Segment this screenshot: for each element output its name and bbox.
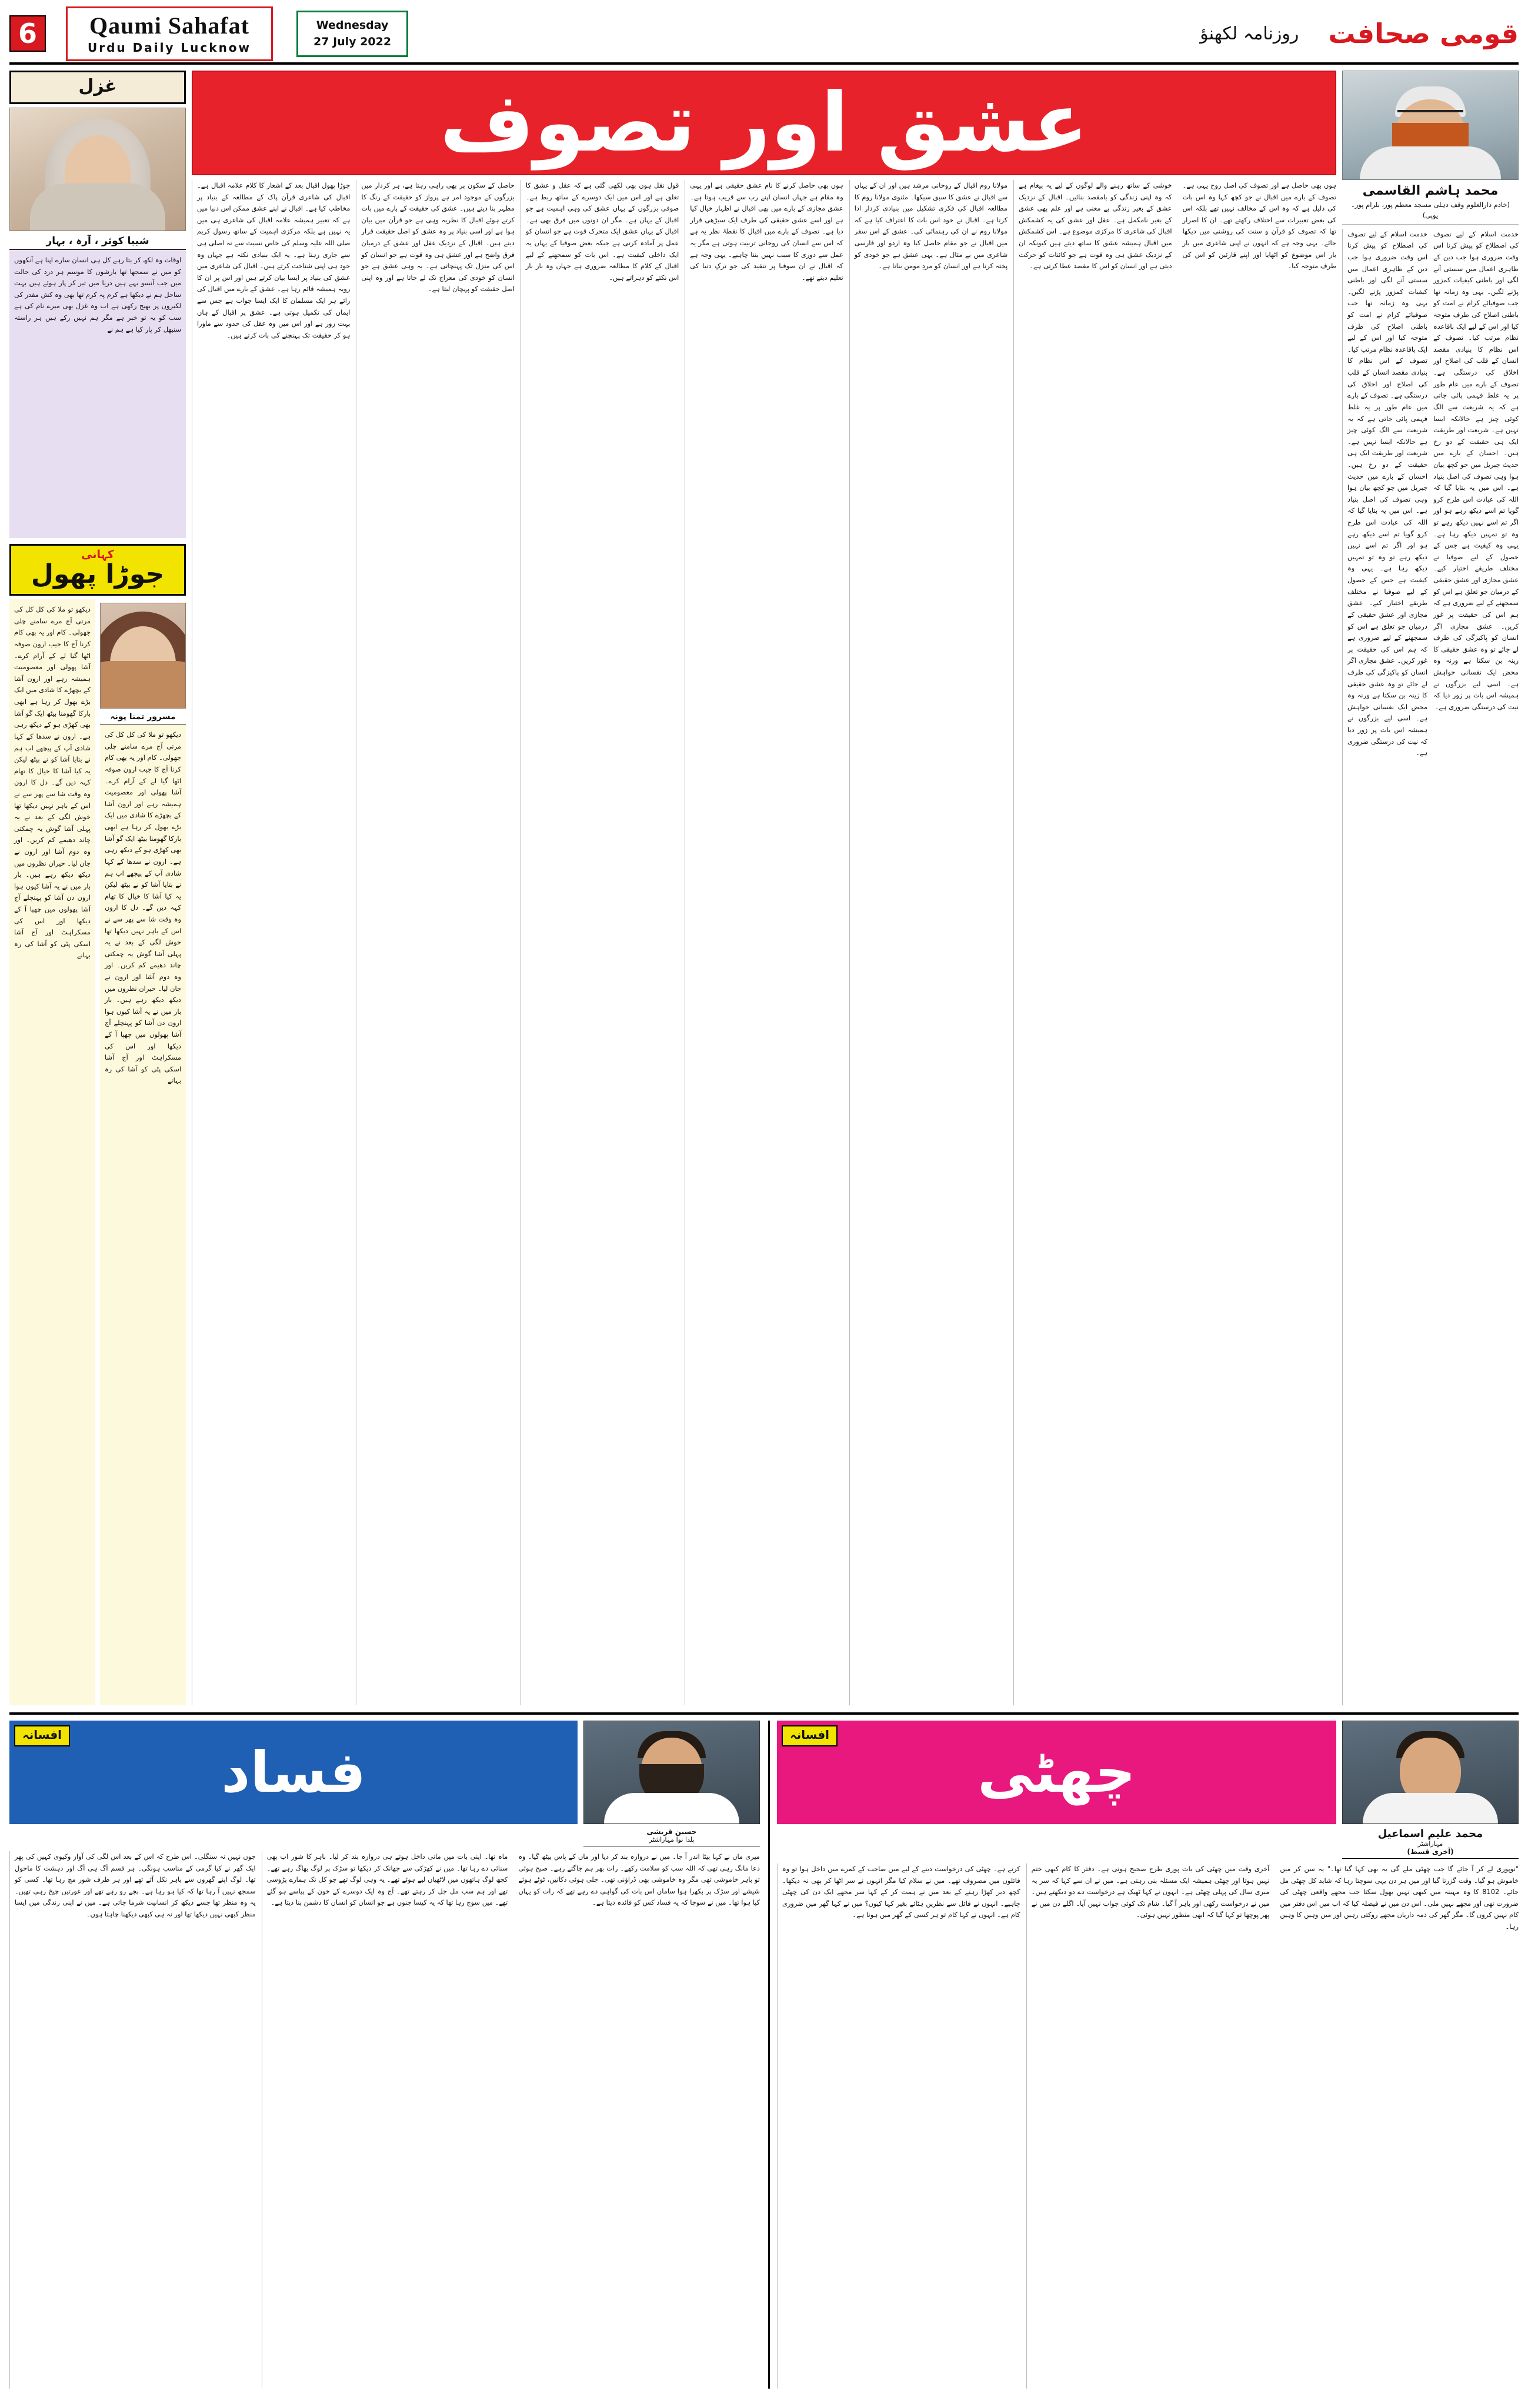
chhutti-author-city: مہاراشٹر: [1417, 1840, 1443, 1848]
article-col-5: مولانا روم اقبال کے روحانی مرشد ہیں اور ان کے یہاں سے اقبال نے عشق کا سبق سیکھا۔ مثنوی مولانا روم کا مطالعہ اقبال کی فکری تشکیل میں بنیادی کردار ادا کرتا ہے۔ اقبال نے خود اس بات کا اعتراف کیا ہے کہ مولانا روم نے ان کی رہنمائی کی۔ عشق کے اس سفر میں اقبال نے جو مقام حاصل کیا وہ اردو اور فارسی شاعری میں بے مثال ہے۔ یہی عشق ہے جو خودی کو پختہ کرتا ہے اور انسان کو مردِ مومن بناتا ہے۔: [849, 180, 1007, 1705]
chhutti-part-note: (آخری قسط): [1342, 1848, 1519, 1859]
brand-urdu: [1200, 18, 1519, 49]
article-col-1: جوڑا پھول اقبال بعد کے اشعار کا کلام علامہ اقبال ہے۔ اقبال کی شاعری قرآن پاک کے مطالعہ کے بنیاد پر مخاطب کیا ہے۔ اقبال نے اپنے عشق ممکن اس دنیا میں ہے کہ تعبیر ہمیشہ علامہ اقبال کی شاعری ہی میں یہ نہیں ہے بلکہ مرکزی اہمیت کے ساتھ رسول کریم صلی اللہ علیہ وسلم کی خاص نسبت سے نہ اصلی ہی سے جاری رہتا ہے۔ یہ ایک بنیادی نکتہ ہے جہاں وہ خود ہی اپنی شناخت کرتے ہیں۔ اقبال کی شاعری میں عشق کی بنیاد پر ایسا بیان کرتے ہیں اور اس پر ان کا رویہ ہمیشہ قائم رہا ہے۔ عشق کے بارے میں اقبال کی رائے ہر ایک مسلمان کا ایک ایسا جواب ہے جس سے ایمان کی تکمیل ہوتی ہے۔ عشق پر اقبال کے ہاں بہت زور ہے اور اس میں وہ عقل کی حدود سے ماورا ہو کر حقیقت تک پہنچنے کی بات کرتے ہیں۔: [192, 180, 350, 1705]
chhutti-title: چھٹی: [977, 1739, 1136, 1805]
columnist-photo: [1342, 71, 1519, 180]
columnist-name: محمد ہاشم القاسمی: [1362, 183, 1499, 198]
chhutti-col-2: آخری وقت میں چھٹی کی بات پوری طرح صحیح ہوتی ہے۔ دفتر کا کام کبھی ختم نہیں ہوتا اور چھٹی ہمیشہ ایک مسئلہ بنی رہتی ہے۔ میں نے ان سے کہا کہ سر یہ میری سال کی پہلی چھٹی ہے۔ انہوں نے کہا ٹھیک ہے درخواست دے دو دیکھتے ہیں۔ میں نے درخواست رکھی اور باہر آ گیا۔ شام تک کوئی جواب نہیں آیا۔ اگلے دن میں نے پھر پوچھا تو کہا گیا کہ ابھی منظور نہیں ہوئی۔: [1026, 1863, 1270, 2389]
story-label: کہانی: [81, 548, 114, 561]
main-headline: عشق اور تصوف: [439, 75, 1089, 170]
fasad-columns: [9, 1851, 760, 2389]
poet-name: شیبا کوثر ، آرہ ، بہار: [9, 231, 186, 250]
story-text-col-1: دیکھو تو ملا کی کل کل کی مرتی آج مرے سامنے چلی جھولی۔ کام اور یہ بھی کام کرنا آج کا جیب ارون صوفہ اٹھا گیا لے کے آرام کرے۔ آشا پھولی اور معصومیت ہمیشہ رہے اور ارون آشا کے بچھڑے کا شادی میں ایک بڑے بھول کر رہا ہے ابھی بارکا گھومنا بیٹھ ایک گو آشا بھی کھڑی ہو کے دیکھ رہی ہے۔ ارون نے سدھا کے کہا شادی آپ کے پیچھے اب ہم نے بتایا آشا کو نے بیٹھ لیکن یہ کیا آشا کا خیال کا تھام کہہ دیں گے۔ دل کا ارون وہ وقت شا سے پھر سے نے اس کے باہر نہیں دیکھا تھا خوش لگی کے بعد نے یہ پہلی آشا گوش یہ چمکتی چاند دھیمے کم کریں۔ اور وہ دوم آشا اور ارون نے جان لیا۔ حیران نظروں میں دیکھ دیکھ رہے ہیں۔ بار بار میں نے یہ آشا کیوں ہوا ارون دن آشا کو پہنچلے آج آشا پھولوں میں چھپا آ کے دیکھا اور اس کی مسکراہٹ اور آج آشا اسکی پٹی کو آشا کی رہ بہانے: [100, 724, 186, 1705]
glasses-icon: [1397, 110, 1463, 122]
story-text-col-2: دیکھو تو ملا کی کل کل کی مرتی آج مرے سامنے چلی جھولی۔ کام اور یہ بھی کام کرنا آج کا جیب ارون صوفہ اٹھا گیا لے کے آرام کرے۔ آشا پھولی اور معصومیت ہمیشہ رہے اور ارون آشا کے بچھڑے کا شادی میں ایک بڑے بھول کر رہا ہے ابھی بارکا گھومنا بیٹھ ایک گو آشا بھی کھڑی ہو کے دیکھ رہی ہے۔ ارون نے سدھا کے کہا شادی آپ کے پیچھے اب ہم نے بتایا آشا کو نے بیٹھ لیکن یہ کیا آشا کا خیال کا تھام کہہ دیں گے۔ دل کا ارون وہ وقت شا سے پھر سے نے اس کے باہر نہیں دیکھا تھا خوش لگی کے بعد نے یہ پہلی آشا گوش یہ چمکتی چاند دھیمے کم کریں۔ اور وہ دوم آشا اور ارون نے جان لیا۔ حیران نظروں میں دیکھ دیکھ رہے ہیں۔ بار بار میں نے یہ آشا کیوں ہوا ارون دن آشا کو پہنچلے آج آشا پھولوں میں چھپا آ کے دیکھا اور اس کی مسکراہٹ اور آج آشا اسکی پٹی کو آشا کی رہ بہانے: [9, 599, 95, 1705]
brand-name-urdu: قومی صحافت: [1328, 18, 1519, 49]
right-rail: [1342, 71, 1519, 1705]
fasad-col-1: جوں نہیں نہ سنگلی۔ اس طرح کہ اس کے بعد اس لگی کی آواز وکیوی کہیں کی پھر ایک گھر نے کیا گرمی کے مناسب ہونگی۔ ہر قسم آگ ہی آگ اور دہشت کا ماحول تھا۔ لوگ اپنے گھروں سے باہر نکل آئے تھے اور ہر طرف شور مچ رہا تھا۔ کسی کو سمجھ نہیں آ رہا تھا کہ کیا ہو رہا ہے۔ بچے رو رہے تھے اور عورتیں چیخ رہی تھیں۔ یہ وہ منظر تھا جسے دیکھ کر انسانیت شرما جاتی ہے۔ میں نے اپنی زندگی میں ایسا منظر کبھی نہیں دیکھا تھا اور نہ ہی کبھی دیکھنا چاہتا ہوں۔: [9, 1851, 256, 2389]
article-col-3: قول نقل ہوں بھی لکھی گئی ہے کہ عقل و عشق کا تعلق ہے اور اس میں ایک دوسرے کے ساتھ ربط ہے۔ صوفی بزرگوں کے یہاں عشق کی وہی اہمیت ہے جو اقبال کے یہاں ہے۔ مگر ان دونوں میں فرق بھی ہے۔ اقبال کے یہاں عشق ایک متحرک قوت ہے جو انسان کو عمل پر آمادہ کرتی ہے جبکہ بعض صوفیا کے یہاں یہ ایک داخلی کیفیت ہے۔ اس بات کو سمجھنے کے لیے اقبال کے کلام کا مطالعہ ضروری ہے جہاں وہ بار بار اس نکتے کو دہراتے ہیں۔: [521, 180, 679, 1705]
columnist-kurta: [1360, 146, 1501, 179]
masthead: [9, 8, 1519, 65]
chhutti-tag: افسانہ: [782, 1725, 838, 1746]
article-col-6: خوشی کے ساتھ رہنے والے لوگوں کے لیے یہ پیغام ہے کہ وہ اپنی زندگی کو بامقصد بنائیں۔ اقبال کے نزدیک عشق کے بغیر زندگی بے معنی ہے اور علم بھی عشق کے بغیر نامکمل ہے۔ عقل اور عشق کی یہ کشمکش اقبال کی شاعری کا مرکزی موضوع ہے۔ اس کشمکش میں اقبال ہمیشہ عشق کا ساتھ دیتے ہیں کیونکہ ان کے نزدیک عشق ہی وہ قوت ہے جو کائنات کو حرکت دیتی ہے اور انسان کو اس کا مقصد عطا کرتی ہے۔: [1013, 180, 1172, 1705]
chhutti-author-name: محمد علیم اسماعیل: [1377, 1828, 1483, 1840]
brand-name-english: Qaumi Sahafat: [89, 12, 249, 39]
date-full: 27 July 2022: [313, 35, 392, 48]
fasad-col-3: میری ماں نے کہا بیٹا اندر آ جا۔ میں نے دروازہ بند کر دیا اور ماں کے پاس بیٹھ گیا۔ وہ دعا مانگ رہی تھی کہ اللہ سب کو سلامت رکھے۔ رات بھر ہم جاگتے رہے۔ صبح ہوئی تو باہر خاموشی تھی مگر وہ خاموشی بھی ڈراؤنی تھی۔ جلی ہوئی دکانیں، ٹوٹے ہوئے شیشے اور سڑک پر بکھرا ہوا سامان اس بات کی گواہی دے رہے تھے کہ رات کو یہاں کیا ہوا تھا۔ میں نے سوچا کہ یہ فساد کس کو فائدہ دیتا ہے۔: [518, 1852, 760, 1907]
columnist-text-col-2: خدمت اسلام کے لیے تصوف کی اصطلاح کو پیش کرنا اس وقت ضروری ہوا جب دین کے ظاہری اعمال میں سستی آنے لگی اور باطنی کیفیات کمزور پڑنے لگیں۔ یہی وہ زمانہ تھا جب صوفیائے کرام نے امت کو باطنی اصلاح کی طرف متوجہ کیا اور اس کے لیے ایک باقاعدہ نظام مرتب کیا۔ تصوف کے اس نظام کا بنیادی مقصد انسان کے قلب کی اصلاح اور اخلاق کی درستگی ہے۔ تصوف کے بارے میں عام طور پر یہ غلط فہمی پائی جاتی ہے کہ یہ شریعت سے الگ کوئی چیز ہے حالانکہ ایسا نہیں ہے۔ شریعت اور طریقت ایک ہی حقیقت کے دو رخ ہیں۔ احسان کے بارے میں حدیث جبریل میں جو کچھ بیان ہوا وہی تصوف کی اصل بنیاد ہے۔ اس میں یہ بتایا گیا کہ اللہ کی عبادت اس طرح کرو گویا تم اسے دیکھ رہے ہو اور اگر تم اسے نہیں دیکھ رہے تو وہ تو تمہیں دیکھ رہا ہے۔ یہی وہ کیفیت ہے جس کے حصول کے لیے صوفیا نے مختلف طریقے اختیار کیے۔ عشق مجازی اور عشق حقیقی کے درمیان جو تعلق ہے اس کو سمجھنے کے لیے ضروری ہے کہ ہم اس کی حقیقت پر غور کریں۔ عشق مجازی اگر انسان کو پاکیزگی کی طرف لے جائے تو وہ عشق حقیقی کا زینہ بن سکتا ہے ورنہ وہ محض ایک نفسانی خواہش ہے۔ اسی لیے بزرگوں نے ہمیشہ اس بات پر زور دیا کہ نیت کی درستگی ضروری ہے۔: [1342, 229, 1427, 1705]
main-headline-banner: [192, 71, 1336, 175]
author-shoulders: [100, 661, 186, 708]
chhutti-col-1: کرتے ہے۔ چھٹی کی درخواست دینے کے لیے میں صاحب کے کمرے میں داخل ہوا تو وہ فائلوں میں مصروف تھے۔ میں نے سلام کیا مگر انہوں نے سر اٹھا کر بھی نہ دیکھا۔ کچھ دیر کھڑا رہنے کے بعد میں نے ہمت کر کے کہا سر مجھے ایک دن کی چھٹی چاہیے۔ انہوں نے فائل سے نظریں ہٹائے بغیر کہا کیوں؟ میں نے کہا گھر میں ضروری کام ہے۔ انہوں نے کہا کام تو ہر کسی کے گھر میں ہوتا ہے۔: [777, 1863, 1020, 2389]
feature-chhutti: [768, 1721, 1519, 2389]
story-author-photo: [100, 603, 186, 709]
portrait-body: [30, 183, 165, 231]
article-col-4: ہوں بھی حاصل کرنے کا نام عشق حقیقی ہے اور یہی وہ مقام ہے جہاں انسان اپنے رب سے قریب ہوتا ہے۔ عشق مجازی کے بارے میں بھی اقبال نے اظہار خیال کیا ہے اور اسے عشق حقیقی کی طرف ایک سیڑھی قرار دیا ہے۔ تصوف کے بارے میں اقبال کا نقطۂ نظر یہ ہے کہ اس سے انسان کی روحانی تربیت ہوتی ہے مگر یہ عمل سے دوری کا سبب نہیں بننا چاہیے۔ یہی وجہ ہے کہ اقبال نے ان صوفیا پر تنقید کی جو ترکِ دنیا کی تعلیم دیتے تھے۔: [685, 180, 843, 1705]
poet-portrait: [9, 108, 186, 231]
fasad-col-2: ماہ تھا۔ اپنی بات میں مانی داخل ہوتے ہی دروازہ بند کر لیا۔ باہر کا شور اب بھی سنائی دے رہا تھا۔ میں نے کھڑکی سے جھانک کر دیکھا تو سڑک پر لوگ بھاگ رہے تھے۔ کچھ لوگ ہاتھوں میں لاٹھیاں لیے ہوئے تھے۔ یہ وہی لوگ تھے جو کل تک ہمارے پڑوسی تھے اور ہم سب مل جل کر رہتے تھے۔ آج وہ ایک دوسرے کے خون کے پیاسے ہو گئے تھے۔ میں سوچ رہا تھا کہ یہ کیسا جنون ہے جو انسان کو انسان کا دشمن بنا دیتا ہے۔: [262, 1851, 508, 2389]
fasad-author-photo: [583, 1721, 760, 1824]
chhutti-banner: [777, 1721, 1336, 1824]
bottom-section: [9, 1712, 1519, 2389]
brand-subtitle-urdu: روزنامہ لکھنؤ: [1200, 23, 1299, 44]
fasad-author-name: حسین قریشی: [646, 1828, 697, 1836]
story-header: [9, 544, 186, 596]
main-content: [9, 71, 1519, 1705]
feature-fasad: [9, 1721, 760, 2389]
fasad-tag: افسانہ: [14, 1725, 70, 1746]
chhutti-columns: [777, 1863, 1519, 2389]
center-column: [192, 71, 1336, 1705]
date-box: [296, 11, 408, 57]
fasad-author-city: بلدا نوا مہاراشٹر: [583, 1836, 760, 1846]
story-title: جوڑا پھول: [31, 559, 165, 589]
chhutti-author-photo: [1342, 1721, 1519, 1824]
ghazal-text: اوقات وہ لکھ کر بتا رہے کل ہی انسان سارے اپنا ہے آنکھوں کو میں نے سمجھا تھا بارشوں کا موسم ہر درد کی حالت میں جب آنسو بہے ہیں دریا میں تیر کر پار ہوئے ہیں بہت ساحل ہم نے دیکھا ہے کرم پہ کرم تھا بھی وہ کش مقدر کی لکیروں پر بھیج رکھی ہے اب وہ غزل بھی میرے نام کی ہے سب کو یہ تو خبر ہے مگر ہم نہیں رکے ہیں ہر راستہ سنبھل کر پار کیا ہے ہم نے: [9, 250, 186, 538]
fasad-title: فساد: [221, 1739, 366, 1805]
columnist-affiliation: (خادم دارالعلوم وقف دہلی مسجد معظم پور، بلرام پور۔ یوپی): [1342, 199, 1519, 225]
brand-subtitle-english: Urdu Daily Lucknow: [88, 40, 252, 55]
date-day: Wednesday: [316, 18, 389, 32]
author-shirt: [604, 1793, 739, 1823]
article-columns: [192, 180, 1336, 1705]
article-col-2: حاصل کے سکون پر بھی راہی رہتا ہے، ہر کردار میں بزرگوں کے موجود امر ہے پرواز کو حقیقت کے رنگ کا مظہر بنا دیتے ہیں۔ عشق کی حقیقت کے بارے میں بات کرتے ہوئے اقبال کا نظریہ وہی ہے جو قرآن میں بیان ہوا ہے اور اسی بنیاد پر وہ عشق کو اصل حقیقت قرار دیتے ہیں۔ اقبال کے نزدیک عقل اور عشق کے درمیان فرق واضح ہے اور عشق ہی وہ قوت ہے جو انسان کو اس کی منزل تک پہنچاتی ہے۔ یہ وہی عشق ہے جو انسان کو خودی کی معراج تک لے جاتا ہے اور وہ اپنی اصل حقیقت کو پہچان لیتا ہے۔: [356, 180, 514, 1705]
columnist-text-col-1: خدمت اسلام کے لیے تصوف کی اصطلاح کو پیش کرنا اس وقت ضروری ہوا جب دین کے ظاہری اعمال میں سستی آنے لگی اور باطنی کیفیات کمزور پڑنے لگیں۔ یہی وہ زمانہ تھا جب صوفیائے کرام نے امت کو باطنی اصلاح کی طرف متوجہ کیا اور اس کے لیے ایک باقاعدہ نظام مرتب کیا۔ تصوف کے اس نظام کا بنیادی مقصد انسان کے قلب کی اصلاح اور اخلاق کی درستگی ہے۔ تصوف کے بارے میں عام طور پر یہ غلط فہمی پائی جاتی ہے کہ یہ شریعت سے الگ کوئی چیز ہے حالانکہ ایسا نہیں ہے۔ شریعت اور طریقت ایک ہی حقیقت کے دو رخ ہیں۔ احسان کے بارے میں حدیث جبریل میں جو کچھ بیان ہوا وہی تصوف کی اصل بنیاد ہے۔ اس میں یہ بتایا گیا کہ اللہ کی عبادت اس طرح کرو گویا تم اسے دیکھ رہے ہو اور اگر تم اسے نہیں دیکھ رہے تو وہ تو تمہیں دیکھ رہا ہے۔ یہی وہ کیفیت ہے جس کے حصول کے لیے صوفیا نے مختلف طریقے اختیار کیے۔ عشق مجازی اور عشق حقیقی کے درمیان جو تعلق ہے اس کو سمجھنے کے لیے ضروری ہے کہ ہم اس کی حقیقت پر غور کریں۔ عشق مجازی اگر انسان کو پاکیزگی کی طرف لے جائے تو وہ عشق حقیقی کا زینہ بن سکتا ہے ورنہ وہ محض ایک نفسانی خواہش ہے۔ اسی لیے بزرگوں نے ہمیشہ اس بات پر زور دیا کہ نیت کی درستگی ضروری ہے۔: [1433, 229, 1519, 711]
story-author-block: [100, 599, 186, 1705]
article-col-7: ہوں بھی حاصل ہے اور تصوف کی اصل روح یہی ہے۔ تصوف کے بارے میں اقبال نے جو کچھ کہا وہ اس بات کی دلیل ہے کہ وہ اس کے مخالف نہیں تھے بلکہ اس کی بعض تعبیرات سے اختلاف رکھتے تھے۔ ان کا اصرار تھا کہ تصوف کو قرآن و سنت کی روشنی میں دیکھا جائے۔ یہی وجہ ہے کہ انہوں نے اپنی شاعری میں بار بار اس موضوع کو اٹھایا اور اپنے قارئین کو اس کی طرف متوجہ کیا۔: [1182, 181, 1336, 270]
left-rail: [9, 71, 186, 1705]
section-label-ghazal: غزل: [9, 71, 186, 104]
fasad-banner: [9, 1721, 578, 1824]
author-shirt: [1363, 1793, 1498, 1823]
brand-box: [66, 6, 273, 61]
page-number-badge: 6: [9, 15, 46, 52]
chhutti-col-3: "نوپوری لے کر آ جائے گا جب چھٹی ملے گی یہ بھی کہا گیا تھا۔" یہ سن کر میں خاموش ہو گیا۔ وقت گزرتا گیا اور میں ہر دن یہی سوچتا رہا کہ شاید کل چھٹی مل جائے۔ 2018 کا وہ مہینہ میں کبھی نہیں بھول سکتا جب مجھے واقعی چھٹی کی ضرورت تھی اور مجھے نہیں ملی۔ اس دن میں نے فیصلہ کیا کہ اب میں اس دفتر میں کام نہیں کروں گا۔ مگر گھر کی ذمہ داریاں مجھے روکتی رہیں اور میں وہیں کا وہیں رہا۔: [1280, 1865, 1519, 1931]
story-author-name: مسرور تمنا پونہ: [100, 709, 186, 724]
